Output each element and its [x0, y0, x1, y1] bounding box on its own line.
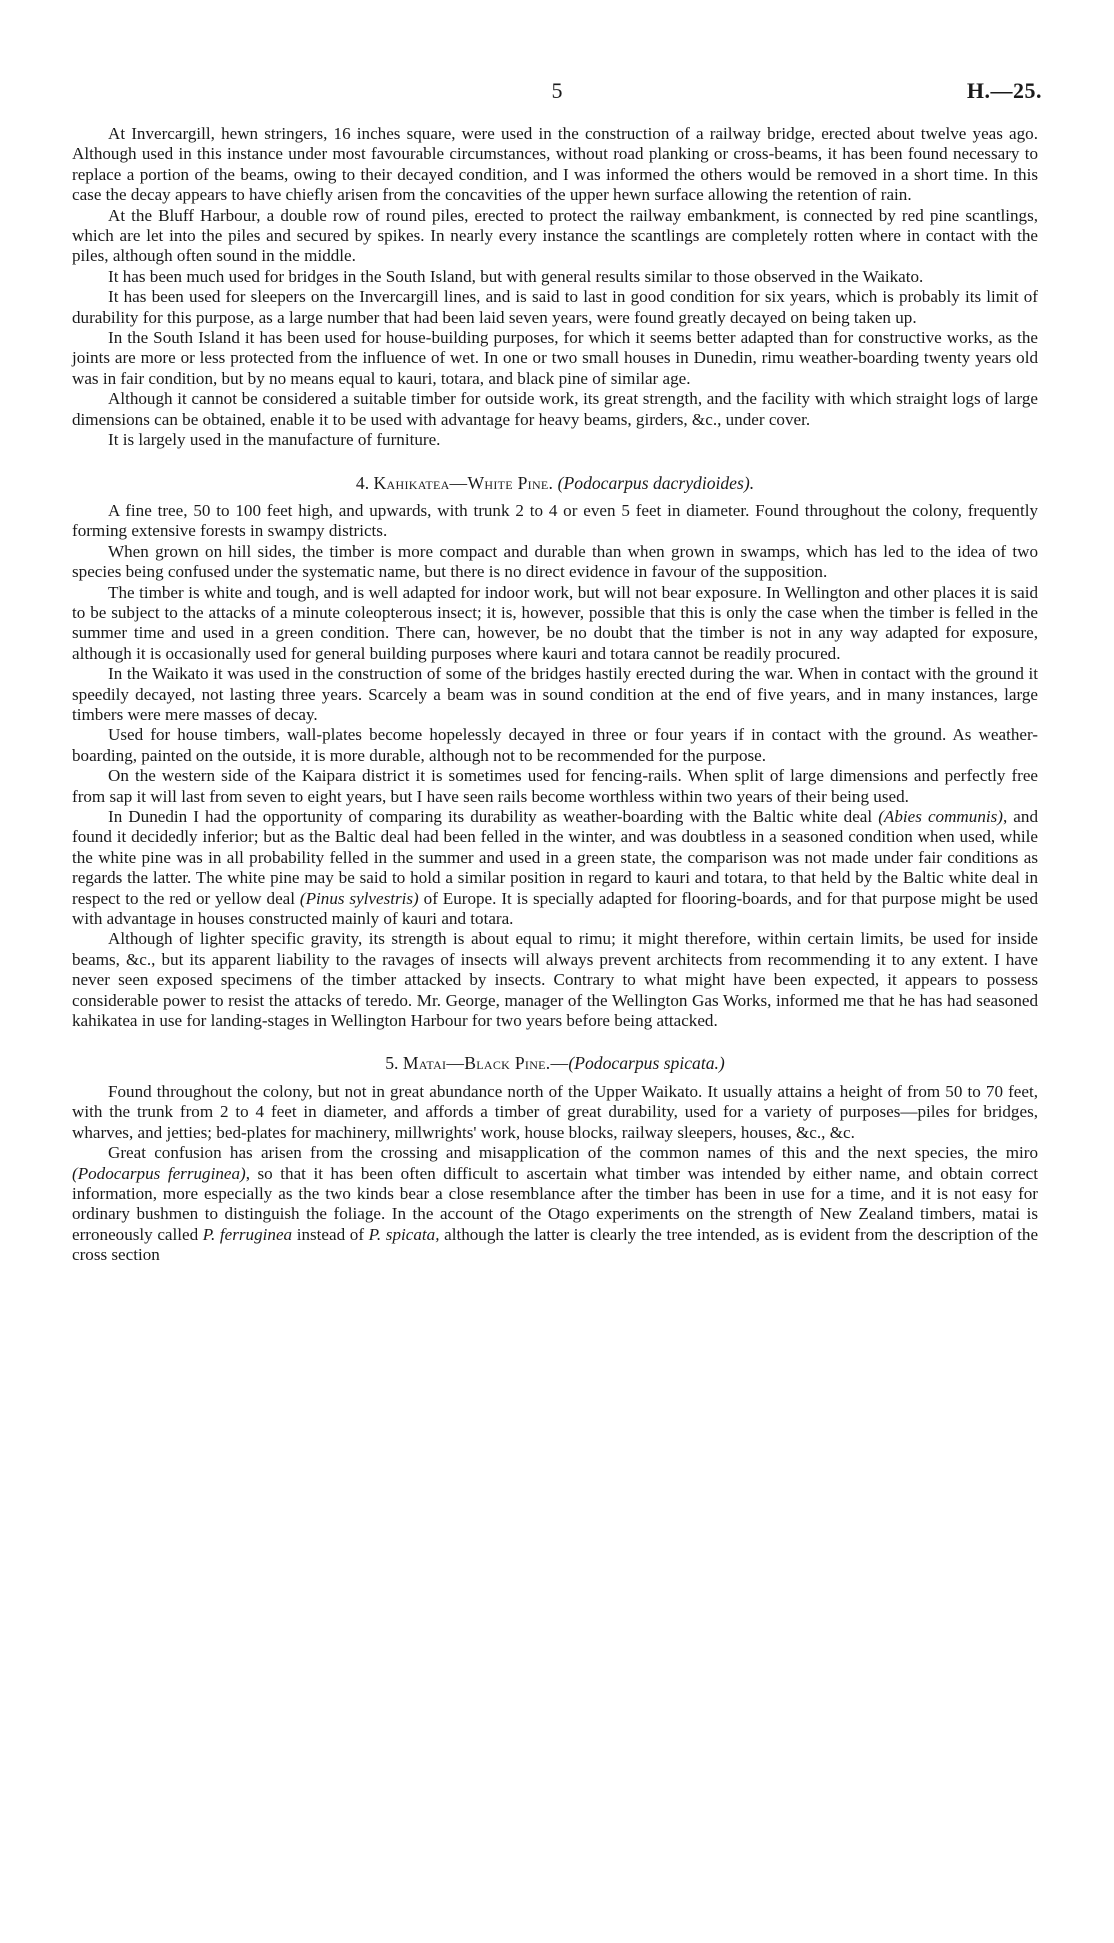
document-body: [72, 124, 1038, 1266]
paragraph: [72, 807, 1038, 929]
section-common-name: Matai—Black Pine.—: [402, 1053, 569, 1074]
latin-term: (Abies communis): [878, 807, 1003, 826]
paragraph: A fine tree, 50 to 100 feet high, and upwards, with trunk 2 to 4 or even 5 feet in diameter. Found throughout the colony, frequently forming extensive forests in swampy districts.: [72, 500, 1038, 541]
text-run: Great confusion has arisen from the crossing and misapplication of the common names of this and the next species, the miro: [108, 1143, 1038, 1163]
paragraph: On the western side of the Kaipara district it is sometimes used for fencing-rails. When split of large dimensions and perfectly free from sap it will last from seven to eight years, but I have seen rails become worthless within two years of their being used.: [72, 766, 1038, 806]
section-latin-name: (Podocarpus dacrydioides).: [557, 472, 755, 493]
text-run: In Dunedin I had the opportunity of comparing its durability as weather-boarding with the Baltic white deal: [108, 807, 873, 826]
section-latin-name: (Podocarpus spicata.): [568, 1053, 725, 1074]
paragraph: It is largely used in the manufacture of furniture.: [108, 430, 441, 450]
text-run: , so that it has been often difficult to ascertain what timber was intended by either name, and obtain correct information, more especially as the two kinds bear a close resemblance after the timber has been in use for a time, and it is not easy for ordinary bushmen to distinguish the foliage. In the account of the Otago experiments on the strength of New Zealand timbers, matai is erroneously called: [72, 1163, 1039, 1244]
text-run: of Europe. It is specially adapted for flooring-boards, and for that purpose might be used with advantage in houses constructed mainly of kauri and totara.: [72, 888, 1039, 929]
section-number: 4.: [355, 472, 370, 493]
paragraph: At the Bluff Harbour, a double row of round piles, erected to protect the railway embankment, is connected by red pine scantlings, which are let into the piles and secured by spikes. In nearly every instance the scantlings are completely rotten where in contact with the piles, although often sound in the middle.: [72, 205, 1038, 266]
paragraph: The timber is white and tough, and is well adapted for indoor work, but will not bear exposure. In Wellington and other places it is said to be subject to the attacks of a minute coleopterous insect; it is, however, possible that this is only the case when the timber is felled in the summer time and used in a green condition. There can, however, be no doubt that the timber is not in any way adapted for exposure, although it is occasionally used for general building purposes where kauri and totara cannot be readily procured.: [72, 582, 1038, 663]
paragraph: It has been used for sleepers on the Invercargill lines, and is said to last in good condition for six years, which is probably its limit of durability for this purpose, as a large number that had been laid seven years, were found greatly decayed on being taken up.: [72, 287, 1038, 327]
latin-term: (Pinus sylvestris): [299, 888, 419, 908]
latin-term: P. spicata,: [368, 1224, 440, 1244]
section-heading-matai: [72, 1053, 1038, 1073]
paragraph: In the Waikato it was used in the construction of some of the bridges hastily erected during the war. When in contact with the ground it speedily decayed, not lasting three years. Scarcely a beam was in sound condition at the end of five years, and in many instances, large timbers were mere masses of decay.: [72, 664, 1038, 724]
page-header: [72, 78, 1042, 108]
document-reference: H.—25.: [966, 78, 1042, 103]
section-heading-kahikatea: [72, 473, 1038, 493]
paragraph: In the South Island it has been used for house-building purposes, for which it seems better adapted than for constructive works, as the joints are more or less protected from the influence of wet. In one or two small houses in Dunedin, rimu weather-boarding twenty years old was in fair condition, but by no means equal to kauri, totara, and black pine of similar age.: [72, 328, 1038, 388]
paragraph: Found throughout the colony, but not in great abundance north of the Upper Waikato. It usually attains a height of from 50 to 70 feet, with the trunk from 2 to 4 feet in diameter, and affords a timber of great durability, used for a variety of purposes—piles for bridges, wharves, and jetties; bed-plates for machinery, millwrights' work, house blocks, railway sleepers, houses, &c., &c.: [72, 1081, 1038, 1142]
text-run: instead of: [296, 1224, 365, 1244]
paragraph: At Invercargill, hewn stringers, 16 inches square, were used in the construction of a railway bridge, erected about twelve yeas ago. Although used in this instance under most favourable circumstances, without road planking or cross-beams, it has been found necessary to replace a portion of the beams, owing to their decayed condition, and I was informed the others would be removed in a short time. In this case the decay appears to have chiefly arisen from the concavities of the upper hewn surface allowing the retention of rain.: [72, 124, 1038, 205]
paragraph: Although of lighter specific gravity, its strength is about equal to rimu; it might therefore, within certain limits, be used for inside beams, &c., but its apparent liability to the ravages of insects will always prevent architects from recommending it to any extent. I have never seen exposed specimens of the timber attacked by insects. Contrary to what might have been expected, it appears to possess considerable power to resist the attacks of teredo. Mr. George, manager of the Wellington Gas Works, informed me that he has had seasoned kahikatea in use for landing-stages in Wellington Harbour for two years before being attacked.: [72, 929, 1038, 1031]
page-number: 5: [551, 78, 563, 103]
paragraph: Although it cannot be considered a suitable timber for outside work, its great strength, and the facility with which straight logs of large dimensions can be obtained, enable it to be used with advantage for heavy beams, girders, &c., under cover.: [72, 389, 1038, 429]
section-common-name: Kahikatea—White Pine.: [373, 472, 554, 493]
paragraph: Used for house timbers, wall-plates become hopelessly decayed in three or four years if in contact with the ground. As weather-boarding, painted on the outside, it is more durable, although not to be recommended for the purpose.: [72, 725, 1038, 765]
section-number: 5.: [385, 1053, 399, 1074]
text-run: although the latter is clearly the tree intended, as is evident from the description of the cross section: [72, 1224, 1039, 1265]
paragraph: [72, 1143, 1038, 1265]
paragraph: It has been much used for bridges in the South Island, but with general results similar to those observed in the Waikato.: [108, 266, 924, 286]
latin-term: P. ferruginea: [202, 1224, 293, 1244]
latin-term: (Podocarpus ferruginea): [72, 1163, 246, 1183]
text-run: , and found it decidedly inferior; but as the Baltic deal had been felled in the winter, and was doubtless in a seasoned condition when used, while the white pine was in all probability felled in the summer and used in a green state, the comparison was not made under fair conditions as regards the latter. The white pine may be said to hold a similar position in regard to kauri and totara, to that held by the Baltic white deal in respect to the red or yellow deal: [72, 807, 1038, 908]
paragraph: When grown on hill sides, the timber is more compact and durable than when grown in swamps, which has led to the idea of two species being confused under the systematic name, but there is no direct evidence in favour of the supposition.: [72, 541, 1038, 582]
